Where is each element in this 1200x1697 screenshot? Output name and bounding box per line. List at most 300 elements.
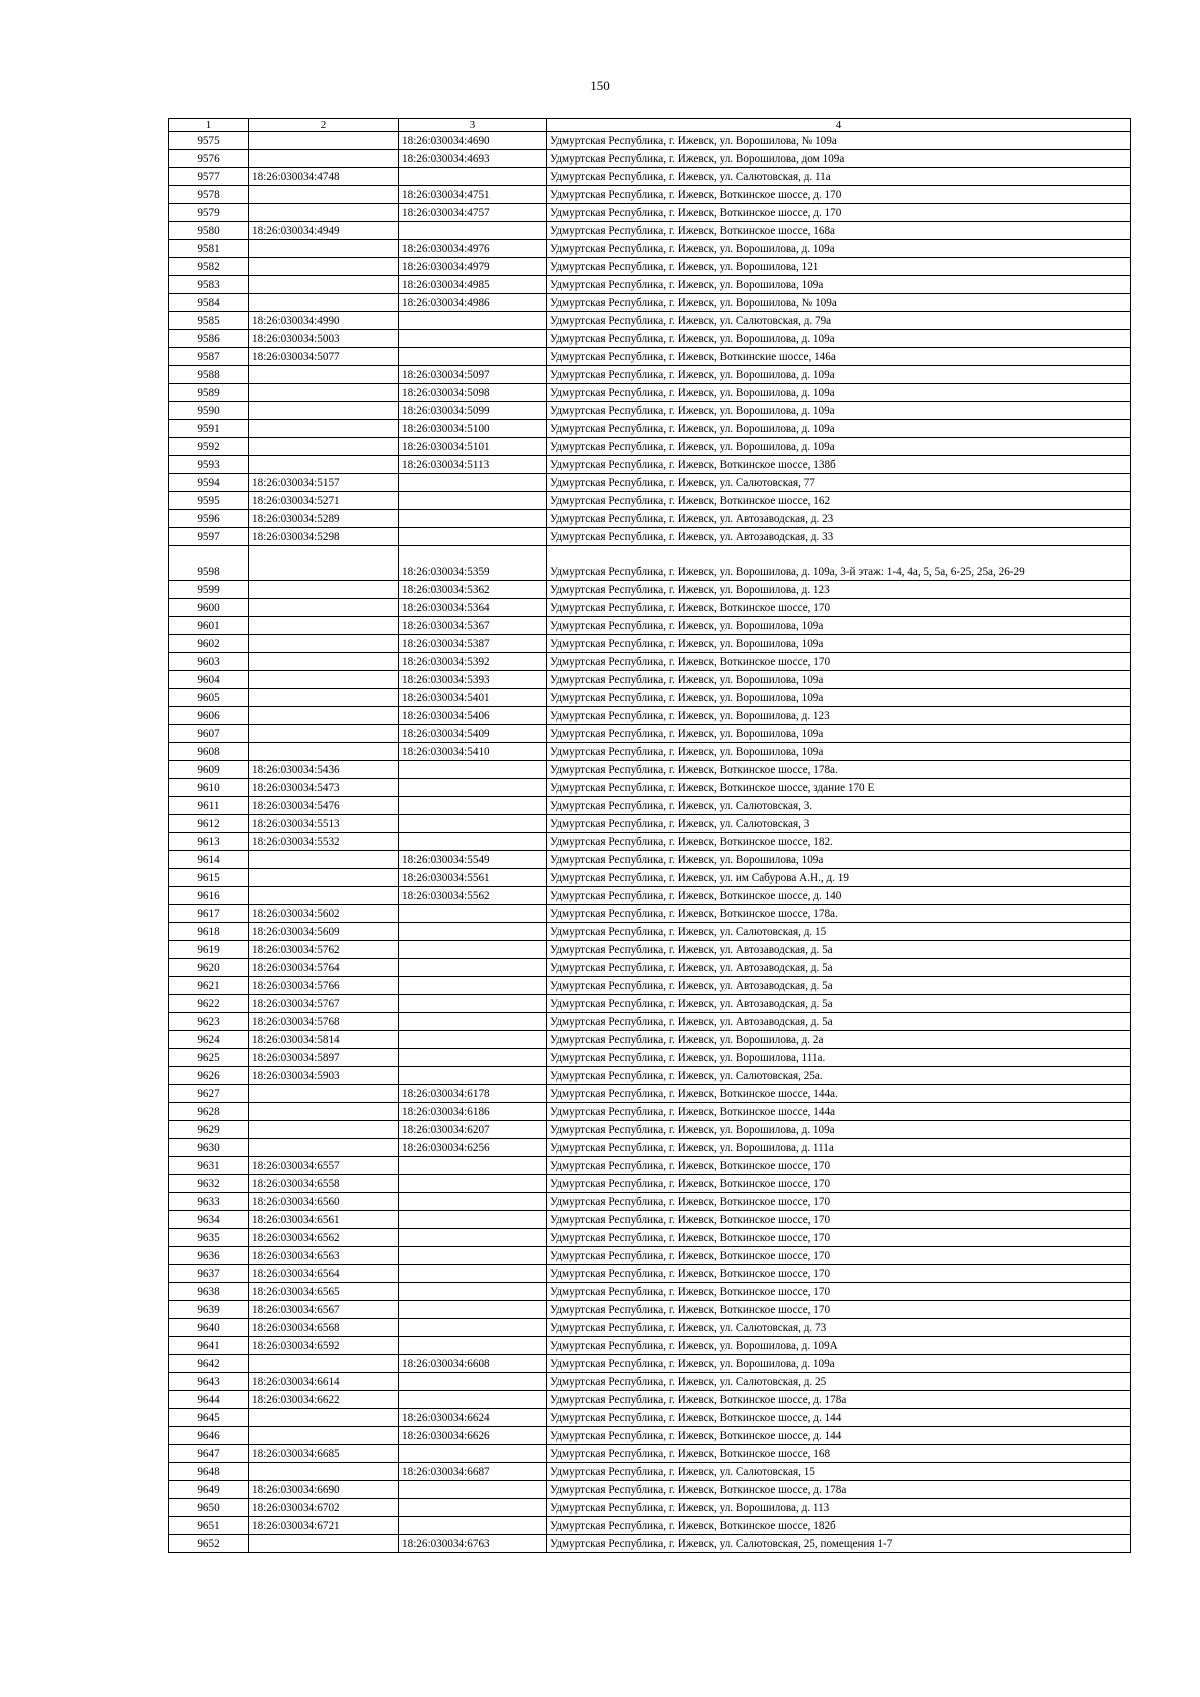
table-row <box>169 366 1131 384</box>
row-number: 9634 <box>169 1211 249 1229</box>
building-cadastral-number <box>249 1121 399 1139</box>
premises-cadastral-number <box>399 510 547 528</box>
building-cadastral-number: 18:26:030034:5767 <box>249 995 399 1013</box>
row-number: 9650 <box>169 1499 249 1517</box>
premises-cadastral-number: 18:26:030034:5387 <box>399 635 547 653</box>
table-row <box>169 1157 1131 1175</box>
row-number: 9624 <box>169 1031 249 1049</box>
building-cadastral-number <box>249 366 399 384</box>
building-cadastral-number: 18:26:030034:6568 <box>249 1319 399 1337</box>
premises-cadastral-number <box>399 528 547 546</box>
building-cadastral-number <box>249 851 399 869</box>
address: Удмуртская Республика, г. Ижевск, Воткинское шоссе, 178а. <box>547 761 1131 779</box>
address: Удмуртская Республика, г. Ижевск, ул. Салютовская, 15 <box>547 1463 1131 1481</box>
building-cadastral-number: 18:26:030034:5897 <box>249 1049 399 1067</box>
address: Удмуртская Республика, г. Ижевск, Воткинское шоссе, 170 <box>547 1265 1131 1283</box>
building-cadastral-number: 18:26:030034:6685 <box>249 1445 399 1463</box>
header-col-3: 3 <box>399 119 547 132</box>
building-cadastral-number: 18:26:030034:5077 <box>249 348 399 366</box>
table-row <box>169 743 1131 761</box>
building-cadastral-number <box>249 1463 399 1481</box>
table-row <box>169 1427 1131 1445</box>
premises-cadastral-number <box>399 168 547 186</box>
table-row <box>169 887 1131 905</box>
premises-cadastral-number <box>399 1067 547 1085</box>
address: Удмуртская Республика, г. Ижевск, ул. Салютовская, 3. <box>547 797 1131 815</box>
table-row <box>169 294 1131 312</box>
address: Удмуртская Республика, г. Ижевск, ул. Ворошилова, 109а <box>547 689 1131 707</box>
building-cadastral-number <box>249 456 399 474</box>
address: Удмуртская Республика, г. Ижевск, ул. Ворошилова, д. 109а <box>547 1121 1131 1139</box>
row-number: 9629 <box>169 1121 249 1139</box>
premises-cadastral-number <box>399 1391 547 1409</box>
table-row <box>169 689 1131 707</box>
premises-cadastral-number <box>399 977 547 995</box>
table-row <box>169 1031 1131 1049</box>
premises-cadastral-number <box>399 492 547 510</box>
premises-cadastral-number: 18:26:030034:6256 <box>399 1139 547 1157</box>
table-row <box>169 779 1131 797</box>
premises-cadastral-number <box>399 1031 547 1049</box>
premises-cadastral-number: 18:26:030034:5364 <box>399 599 547 617</box>
premises-cadastral-number <box>399 1247 547 1265</box>
row-number: 9639 <box>169 1301 249 1319</box>
address: Удмуртская Республика, г. Ижевск, ул. Ворошилова, 109а <box>547 671 1131 689</box>
table-row <box>169 869 1131 887</box>
address: Удмуртская Республика, г. Ижевск, Воткинское шоссе, 168а <box>547 222 1131 240</box>
row-number: 9617 <box>169 905 249 923</box>
table-row <box>169 1535 1131 1553</box>
building-cadastral-number: 18:26:030034:6558 <box>249 1175 399 1193</box>
building-cadastral-number <box>249 617 399 635</box>
premises-cadastral-number: 18:26:030034:6186 <box>399 1103 547 1121</box>
premises-cadastral-number <box>399 1211 547 1229</box>
table-row <box>169 617 1131 635</box>
building-cadastral-number: 18:26:030034:5762 <box>249 941 399 959</box>
address: Удмуртская Республика, г. Ижевск, ул. Ворошилова, д. 109а <box>547 240 1131 258</box>
premises-cadastral-number <box>399 312 547 330</box>
table-row <box>169 797 1131 815</box>
row-number: 9578 <box>169 186 249 204</box>
header-col-2: 2 <box>249 119 399 132</box>
table-row <box>169 330 1131 348</box>
table-row <box>169 977 1131 995</box>
table-row <box>169 132 1131 150</box>
address: Удмуртская Республика, г. Ижевск, Воткинское шоссе, 170 <box>547 1283 1131 1301</box>
premises-cadastral-number: 18:26:030034:5392 <box>399 653 547 671</box>
row-number: 9636 <box>169 1247 249 1265</box>
table-row <box>169 581 1131 599</box>
address: Удмуртская Республика, г. Ижевск, ул. Ворошилова, д. 109а <box>547 366 1131 384</box>
table-row <box>169 1337 1131 1355</box>
table-row <box>169 1139 1131 1157</box>
address: Удмуртская Республика, г. Ижевск, ул. Ворошилова, д. 109а <box>547 402 1131 420</box>
row-number: 9584 <box>169 294 249 312</box>
premises-cadastral-number <box>399 905 547 923</box>
table-row <box>169 420 1131 438</box>
premises-cadastral-number: 18:26:030034:5359 <box>399 546 547 581</box>
table-row <box>169 599 1131 617</box>
table-row <box>169 653 1131 671</box>
premises-cadastral-number <box>399 1157 547 1175</box>
building-cadastral-number <box>249 186 399 204</box>
building-cadastral-number <box>249 420 399 438</box>
row-number: 9642 <box>169 1355 249 1373</box>
premises-cadastral-number <box>399 923 547 941</box>
building-cadastral-number: 18:26:030034:5532 <box>249 833 399 851</box>
building-cadastral-number <box>249 402 399 420</box>
premises-cadastral-number <box>399 1301 547 1319</box>
table-row <box>169 204 1131 222</box>
premises-cadastral-number: 18:26:030034:6763 <box>399 1535 547 1553</box>
row-number: 9608 <box>169 743 249 761</box>
row-number: 9648 <box>169 1463 249 1481</box>
address: Удмуртская Республика, г. Ижевск, ул. Автозаводская, д. 33 <box>547 528 1131 546</box>
address: Удмуртская Республика, г. Ижевск, ул. Автозаводская, д. 5а <box>547 977 1131 995</box>
address: Удмуртская Республика, г. Ижевск, ул. Ворошилова, 109а <box>547 617 1131 635</box>
building-cadastral-number: 18:26:030034:5764 <box>249 959 399 977</box>
row-number: 9635 <box>169 1229 249 1247</box>
building-cadastral-number <box>249 132 399 150</box>
table-row <box>169 1499 1131 1517</box>
table-row <box>169 510 1131 528</box>
premises-cadastral-number <box>399 1283 547 1301</box>
table-row <box>169 438 1131 456</box>
row-number: 9594 <box>169 474 249 492</box>
premises-cadastral-number <box>399 1193 547 1211</box>
premises-cadastral-number <box>399 1445 547 1463</box>
table-row <box>169 1103 1131 1121</box>
building-cadastral-number <box>249 258 399 276</box>
table-row <box>169 1409 1131 1427</box>
table-row <box>169 1481 1131 1499</box>
premises-cadastral-number <box>399 1373 547 1391</box>
row-number: 9633 <box>169 1193 249 1211</box>
row-number: 9612 <box>169 815 249 833</box>
table-row <box>169 1319 1131 1337</box>
address: Удмуртская Республика, г. Ижевск, Воткинское шоссе, д. 170 <box>547 204 1131 222</box>
building-cadastral-number: 18:26:030034:5609 <box>249 923 399 941</box>
building-cadastral-number: 18:26:030034:6561 <box>249 1211 399 1229</box>
table-row <box>169 1265 1131 1283</box>
address: Удмуртская Республика, г. Ижевск, Воткинское шоссе, д. 178а <box>547 1481 1131 1499</box>
table-row <box>169 815 1131 833</box>
building-cadastral-number: 18:26:030034:6721 <box>249 1517 399 1535</box>
row-number: 9628 <box>169 1103 249 1121</box>
address: Удмуртская Республика, г. Ижевск, ул. Автозаводская, д. 23 <box>547 510 1131 528</box>
table-row <box>169 240 1131 258</box>
premises-cadastral-number <box>399 959 547 977</box>
building-cadastral-number <box>249 438 399 456</box>
row-number: 9587 <box>169 348 249 366</box>
row-number: 9614 <box>169 851 249 869</box>
building-cadastral-number <box>249 384 399 402</box>
row-number: 9596 <box>169 510 249 528</box>
row-number: 9582 <box>169 258 249 276</box>
row-number: 9609 <box>169 761 249 779</box>
premises-cadastral-number: 18:26:030034:5100 <box>399 420 547 438</box>
premises-cadastral-number <box>399 797 547 815</box>
table-row <box>169 1067 1131 1085</box>
building-cadastral-number <box>249 743 399 761</box>
address: Удмуртская Республика, г. Ижевск, ул. Ворошилова, д. 2а <box>547 1031 1131 1049</box>
building-cadastral-number: 18:26:030034:5768 <box>249 1013 399 1031</box>
building-cadastral-number <box>249 1535 399 1553</box>
row-number: 9618 <box>169 923 249 941</box>
row-number: 9583 <box>169 276 249 294</box>
table-row <box>169 546 1131 581</box>
address: Удмуртская Республика, г. Ижевск, Воткинское шоссе, 170 <box>547 1301 1131 1319</box>
row-number: 9604 <box>169 671 249 689</box>
row-number: 9599 <box>169 581 249 599</box>
row-number: 9607 <box>169 725 249 743</box>
building-cadastral-number: 18:26:030034:5513 <box>249 815 399 833</box>
premises-cadastral-number: 18:26:030034:6687 <box>399 1463 547 1481</box>
address: Удмуртская Республика, г. Ижевск, ул. Ворошилова, 109а <box>547 851 1131 869</box>
table-row <box>169 1211 1131 1229</box>
table-row <box>169 1175 1131 1193</box>
table-row <box>169 168 1131 186</box>
premises-cadastral-number <box>399 761 547 779</box>
building-cadastral-number <box>249 276 399 294</box>
table-row <box>169 384 1131 402</box>
address: Удмуртская Республика, г. Ижевск, Воткинское шоссе, 144а. <box>547 1085 1131 1103</box>
address: Удмуртская Республика, г. Ижевск, Воткинское шоссе, д. 144 <box>547 1427 1131 1445</box>
row-number: 9622 <box>169 995 249 1013</box>
building-cadastral-number <box>249 240 399 258</box>
building-cadastral-number <box>249 204 399 222</box>
table-row <box>169 1247 1131 1265</box>
building-cadastral-number <box>249 1355 399 1373</box>
premises-cadastral-number <box>399 1319 547 1337</box>
address: Удмуртская Республика, г. Ижевск, Воткинское шоссе, д. 144 <box>547 1409 1131 1427</box>
premises-cadastral-number: 18:26:030034:5367 <box>399 617 547 635</box>
row-number: 9577 <box>169 168 249 186</box>
building-cadastral-number <box>249 294 399 312</box>
premises-cadastral-number: 18:26:030034:5098 <box>399 384 547 402</box>
table-row <box>169 1085 1131 1103</box>
building-cadastral-number <box>249 150 399 168</box>
address: Удмуртская Республика, г. Ижевск, ул. Салютовская, д. 79а <box>547 312 1131 330</box>
building-cadastral-number: 18:26:030034:5157 <box>249 474 399 492</box>
premises-cadastral-number <box>399 1049 547 1067</box>
row-number: 9625 <box>169 1049 249 1067</box>
table-row <box>169 186 1131 204</box>
address: Удмуртская Республика, г. Ижевск, ул. Ворошилова, № 109а <box>547 294 1131 312</box>
table-row <box>169 635 1131 653</box>
building-cadastral-number <box>249 725 399 743</box>
row-number: 9627 <box>169 1085 249 1103</box>
building-cadastral-number: 18:26:030034:6702 <box>249 1499 399 1517</box>
address: Удмуртская Республика, г. Ижевск, ул. Ворошилова, д. 113 <box>547 1499 1131 1517</box>
address: Удмуртская Республика, г. Ижевск, ул. Салютовская, 77 <box>547 474 1131 492</box>
address: Удмуртская Республика, г. Ижевск, ул. Салютовская, д. 73 <box>547 1319 1131 1337</box>
address: Удмуртская Республика, г. Ижевск, ул. Ворошилова, д. 109а <box>547 420 1131 438</box>
building-cadastral-number <box>249 599 399 617</box>
building-cadastral-number: 18:26:030034:5766 <box>249 977 399 995</box>
address: Удмуртская Республика, г. Ижевск, Воткинские шоссе, 146а <box>547 348 1131 366</box>
address: Удмуртская Республика, г. Ижевск, ул. Автозаводская, д. 5а <box>547 959 1131 977</box>
premises-cadastral-number <box>399 1481 547 1499</box>
building-cadastral-number: 18:26:030034:6564 <box>249 1265 399 1283</box>
premises-cadastral-number: 18:26:030034:4976 <box>399 240 547 258</box>
table-row <box>169 851 1131 869</box>
table-row <box>169 995 1131 1013</box>
address: Удмуртская Республика, г. Ижевск, ул. Ворошилова, 111а. <box>547 1049 1131 1067</box>
table-row <box>169 1121 1131 1139</box>
premises-cadastral-number: 18:26:030034:5099 <box>399 402 547 420</box>
row-number: 9632 <box>169 1175 249 1193</box>
table-row <box>169 222 1131 240</box>
row-number: 9605 <box>169 689 249 707</box>
address: Удмуртская Республика, г. Ижевск, ул. Салютовская, д. 25 <box>547 1373 1131 1391</box>
address: Удмуртская Республика, г. Ижевск, Воткинское шоссе, 178а. <box>547 905 1131 923</box>
address: Удмуртская Республика, г. Ижевск, ул. Ворошилова, 109а <box>547 743 1131 761</box>
row-number: 9652 <box>169 1535 249 1553</box>
premises-cadastral-number: 18:26:030034:5409 <box>399 725 547 743</box>
address: Удмуртская Республика, г. Ижевск, ул. Ворошилова, д. 109а <box>547 330 1131 348</box>
premises-cadastral-number: 18:26:030034:5562 <box>399 887 547 905</box>
address: Удмуртская Республика, г. Ижевск, ул. им Сабурова А.Н., д. 19 <box>547 869 1131 887</box>
building-cadastral-number <box>249 887 399 905</box>
address: Удмуртская Республика, г. Ижевск, Воткинское шоссе, 170 <box>547 653 1131 671</box>
address: Удмуртская Республика, г. Ижевск, Воткинское шоссе, 144а <box>547 1103 1131 1121</box>
row-number: 9580 <box>169 222 249 240</box>
premises-cadastral-number <box>399 833 547 851</box>
building-cadastral-number <box>249 1427 399 1445</box>
row-number: 9641 <box>169 1337 249 1355</box>
premises-cadastral-number <box>399 779 547 797</box>
table-row <box>169 528 1131 546</box>
premises-cadastral-number: 18:26:030034:5401 <box>399 689 547 707</box>
address: Удмуртская Республика, г. Ижевск, ул. Ворошилова, д. 109а <box>547 438 1131 456</box>
building-cadastral-number: 18:26:030034:5476 <box>249 797 399 815</box>
building-cadastral-number: 18:26:030034:5003 <box>249 330 399 348</box>
table-row <box>169 761 1131 779</box>
building-cadastral-number: 18:26:030034:5289 <box>249 510 399 528</box>
premises-cadastral-number <box>399 995 547 1013</box>
premises-cadastral-number <box>399 348 547 366</box>
table-row <box>169 1445 1131 1463</box>
address: Удмуртская Республика, г. Ижевск, Воткинское шоссе, д. 170 <box>547 186 1131 204</box>
table-row <box>169 959 1131 977</box>
row-number: 9592 <box>169 438 249 456</box>
premises-cadastral-number <box>399 815 547 833</box>
premises-cadastral-number: 18:26:030034:5393 <box>399 671 547 689</box>
row-number: 9595 <box>169 492 249 510</box>
premises-cadastral-number: 18:26:030034:4985 <box>399 276 547 294</box>
row-number: 9576 <box>169 150 249 168</box>
register-table <box>168 118 1131 1553</box>
address: Удмуртская Республика, г. Ижевск, ул. Автозаводская, д. 5а <box>547 1013 1131 1031</box>
building-cadastral-number: 18:26:030034:6565 <box>249 1283 399 1301</box>
address: Удмуртская Республика, г. Ижевск, Воткинское шоссе, 170 <box>547 1175 1131 1193</box>
building-cadastral-number: 18:26:030034:5903 <box>249 1067 399 1085</box>
row-number: 9638 <box>169 1283 249 1301</box>
row-number: 9631 <box>169 1157 249 1175</box>
row-number: 9613 <box>169 833 249 851</box>
building-cadastral-number <box>249 581 399 599</box>
address: Удмуртская Республика, г. Ижевск, ул. Салютовская, 3 <box>547 815 1131 833</box>
page-number: 150 <box>590 78 610 93</box>
building-cadastral-number <box>249 689 399 707</box>
address: Удмуртская Республика, г. Ижевск, ул. Ворошилова, д. 109А <box>547 1337 1131 1355</box>
address: Удмуртская Республика, г. Ижевск, ул. Салютовская, 25а. <box>547 1067 1131 1085</box>
address: Удмуртская Республика, г. Ижевск, ул. Салютовская, 25, помещения 1-7 <box>547 1535 1131 1553</box>
building-cadastral-number: 18:26:030034:5602 <box>249 905 399 923</box>
building-cadastral-number: 18:26:030034:6562 <box>249 1229 399 1247</box>
address: Удмуртская Республика, г. Ижевск, ул. Ворошилова, д. 123 <box>547 707 1131 725</box>
address: Удмуртская Республика, г. Ижевск, ул. Ворошилова, дом 109а <box>547 150 1131 168</box>
table-row <box>169 1229 1131 1247</box>
building-cadastral-number <box>249 635 399 653</box>
table-row <box>169 474 1131 492</box>
premises-cadastral-number: 18:26:030034:4986 <box>399 294 547 312</box>
row-number: 9606 <box>169 707 249 725</box>
address: Удмуртская Республика, г. Ижевск, ул. Ворошилова, д. 123 <box>547 581 1131 599</box>
row-number: 9600 <box>169 599 249 617</box>
address: Удмуртская Республика, г. Ижевск, Воткинское шоссе, 162 <box>547 492 1131 510</box>
building-cadastral-number <box>249 1103 399 1121</box>
premises-cadastral-number <box>399 941 547 959</box>
row-number: 9623 <box>169 1013 249 1031</box>
row-number: 9575 <box>169 132 249 150</box>
row-number: 9621 <box>169 977 249 995</box>
premises-cadastral-number <box>399 1229 547 1247</box>
address: Удмуртская Республика, г. Ижевск, ул. Ворошилова, 109а <box>547 276 1131 294</box>
row-number: 9626 <box>169 1067 249 1085</box>
header-col-1: 1 <box>169 119 249 132</box>
table-row <box>169 1193 1131 1211</box>
premises-cadastral-number: 18:26:030034:5362 <box>399 581 547 599</box>
building-cadastral-number: 18:26:030034:6560 <box>249 1193 399 1211</box>
building-cadastral-number: 18:26:030034:5271 <box>249 492 399 510</box>
table-row <box>169 456 1131 474</box>
row-number: 9611 <box>169 797 249 815</box>
building-cadastral-number: 18:26:030034:4748 <box>249 168 399 186</box>
building-cadastral-number <box>249 1085 399 1103</box>
building-cadastral-number: 18:26:030034:6567 <box>249 1301 399 1319</box>
premises-cadastral-number: 18:26:030034:5561 <box>399 869 547 887</box>
table-row <box>169 258 1131 276</box>
table-header <box>169 119 1131 132</box>
address: Удмуртская Республика, г. Ижевск, Воткинское шоссе, 182б <box>547 1517 1131 1535</box>
premises-cadastral-number: 18:26:030034:6608 <box>399 1355 547 1373</box>
row-number: 9647 <box>169 1445 249 1463</box>
premises-cadastral-number <box>399 330 547 348</box>
address: Удмуртская Республика, г. Ижевск, ул. Ворошилова, № 109а <box>547 132 1131 150</box>
premises-cadastral-number: 18:26:030034:6207 <box>399 1121 547 1139</box>
row-number: 9598 <box>169 546 249 581</box>
row-number: 9643 <box>169 1373 249 1391</box>
row-number: 9586 <box>169 330 249 348</box>
building-cadastral-number <box>249 653 399 671</box>
row-number: 9590 <box>169 402 249 420</box>
premises-cadastral-number <box>399 1175 547 1193</box>
premises-cadastral-number <box>399 222 547 240</box>
address: Удмуртская Республика, г. Ижевск, ул. Салютовская, д. 15 <box>547 923 1131 941</box>
table-row <box>169 492 1131 510</box>
address: Удмуртская Республика, г. Ижевск, ул. Ворошилова, д. 109а, 3-й этаж: 1-4, 4а, 5, 5а, 6-25, 25а, 26-29 <box>547 546 1131 581</box>
building-cadastral-number <box>249 671 399 689</box>
table-row <box>169 923 1131 941</box>
row-number: 9597 <box>169 528 249 546</box>
table-row <box>169 312 1131 330</box>
address: Удмуртская Республика, г. Ижевск, Воткинское шоссе, д. 178а <box>547 1391 1131 1409</box>
building-cadastral-number: 18:26:030034:4990 <box>249 312 399 330</box>
table-row <box>169 905 1131 923</box>
table-row <box>169 1049 1131 1067</box>
